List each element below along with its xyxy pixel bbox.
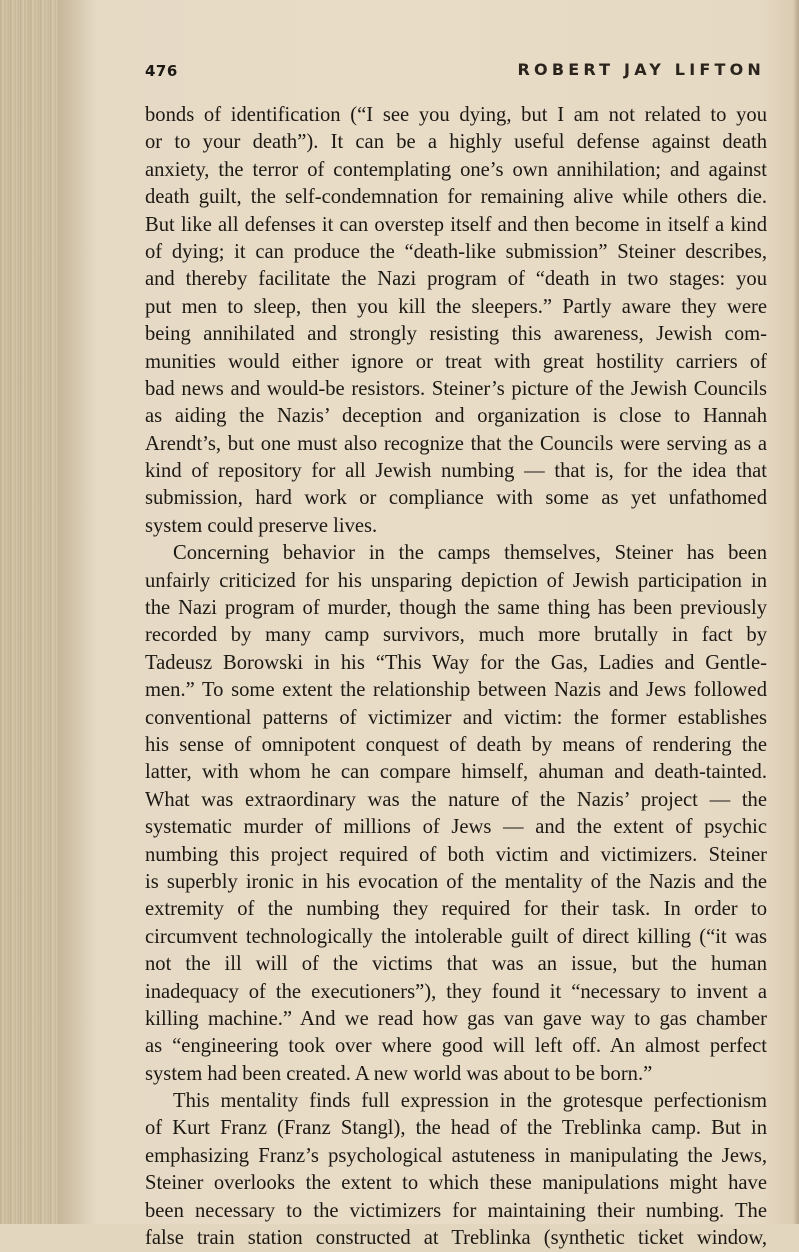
text-line: as “engineering took over where good will left off. An almost perfect <box>145 1035 767 1058</box>
text-line: What was extraordinary was the nature of the Nazis’ project — the <box>145 788 767 811</box>
page-header <box>145 58 765 86</box>
text-line: men.” To some extent the relationship between Nazis and Jews followed <box>145 679 767 702</box>
text-line: the Nazi program of murder, though the same thing has been previously <box>145 597 767 620</box>
text-line: munities would either ignore or treat with great hostility carriers of <box>145 350 767 373</box>
text-line: Concerning behavior in the camps themselves, Steiner has been <box>173 542 767 565</box>
text-line: been necessary to the victimizers for maintaining their numbing. The <box>145 1199 767 1222</box>
text-line: and thereby facilitate the Nazi program of “death in two stages: you <box>145 268 767 291</box>
text-line: as aiding the Nazis’ deception and organization is close to Hannah <box>145 405 767 428</box>
text-line: bad news and would-be resistors. Steiner’s picture of the Jewish Councils <box>145 377 767 400</box>
gutter-shadow <box>58 0 98 1224</box>
text-line: of Kurt Franz (Franz Stangl), the head of the Treblinka camp. But in <box>145 1117 767 1140</box>
text-line: is superbly ironic in his evocation of the mentality of the Nazis and the <box>145 870 767 893</box>
text-line: latter, with whom he can compare himself, ahuman and death-tainted. <box>145 761 767 784</box>
text-line: recorded by many camp survivors, much more brutally in fact by <box>145 624 767 647</box>
text-line: system could preserve lives. <box>145 514 378 537</box>
running-head-author: ROBERT JAY LIFTON <box>517 60 765 79</box>
text-line: Tadeusz Borowski in his “This Way for the Gas, Ladies and Gentle- <box>145 651 767 674</box>
text-line: anxiety, the terror of contemplating one’s own annihilation; and against <box>145 158 767 181</box>
text-line: emphasizing Franz’s psychological astuteness in manipulating the Jews, <box>145 1144 767 1167</box>
text-line: This mentality finds full expression in the grotesque perfectionism <box>173 1090 767 1113</box>
text-line: being annihilated and strongly resisting this awareness, Jewish com- <box>145 323 767 346</box>
text-line: death guilt, the self-condemnation for remaining alive while others die. <box>145 186 767 209</box>
text-line: Steiner overlooks the extent to which these manipulations might have <box>145 1172 767 1195</box>
text-line: Arendt’s, but one must also recognize that the Councils were serving as a <box>145 432 767 455</box>
text-line: inadequacy of the executioners”), they found it “necessary to invent a <box>145 980 767 1003</box>
text-line: numbing this project required of both victim and victimizers. Steiner <box>145 843 767 866</box>
text-line: of dying; it can produce the “death-like submission” Steiner describes, <box>145 240 767 263</box>
text-line: false train station constructed at Treblinka (synthetic ticket window, <box>145 1227 767 1250</box>
text-line: his sense of omnipotent conquest of death by means of rendering the <box>145 733 767 756</box>
text-line: unfairly criticized for his unsparing depiction of Jewish participation in <box>145 569 767 592</box>
text-line: system had been created. A new world was about to be born.” <box>145 1062 653 1085</box>
text-line: or to your death”). It can be a highly useful defense against death <box>145 131 767 154</box>
text-line: extremity of the numbing they required for their task. In order to <box>145 898 767 921</box>
text-line: bonds of identification (“I see you dying, but I am not related to you <box>145 104 767 126</box>
text-line: not the ill will of the victims that was an issue, but the human <box>145 953 767 976</box>
book-binding-edge <box>0 0 58 1224</box>
text-line: put men to sleep, then you kill the sleepers.” Partly aware they were <box>145 295 767 318</box>
text-line: killing machine.” And we read how gas van gave way to gas chamber <box>145 1007 767 1030</box>
text-line: conventional patterns of victimizer and victim: the former establishes <box>145 706 767 729</box>
text-line: kind of repository for all Jewish numbing — that is, for the idea that <box>145 460 767 483</box>
page-edge-shadow <box>793 0 799 1224</box>
text-line: systematic murder of millions of Jews — and the extent of psychic <box>145 816 767 839</box>
page-number: 476 <box>145 62 178 80</box>
body-text <box>145 102 767 1252</box>
text-line: submission, hard work or compliance with some as yet unfathomed <box>145 487 767 510</box>
text-line: But like all defenses it can overstep itself and then become in itself a kind <box>145 213 767 236</box>
text-line: circumvent technologically the intolerable guilt of direct killing (“it was <box>145 925 767 948</box>
